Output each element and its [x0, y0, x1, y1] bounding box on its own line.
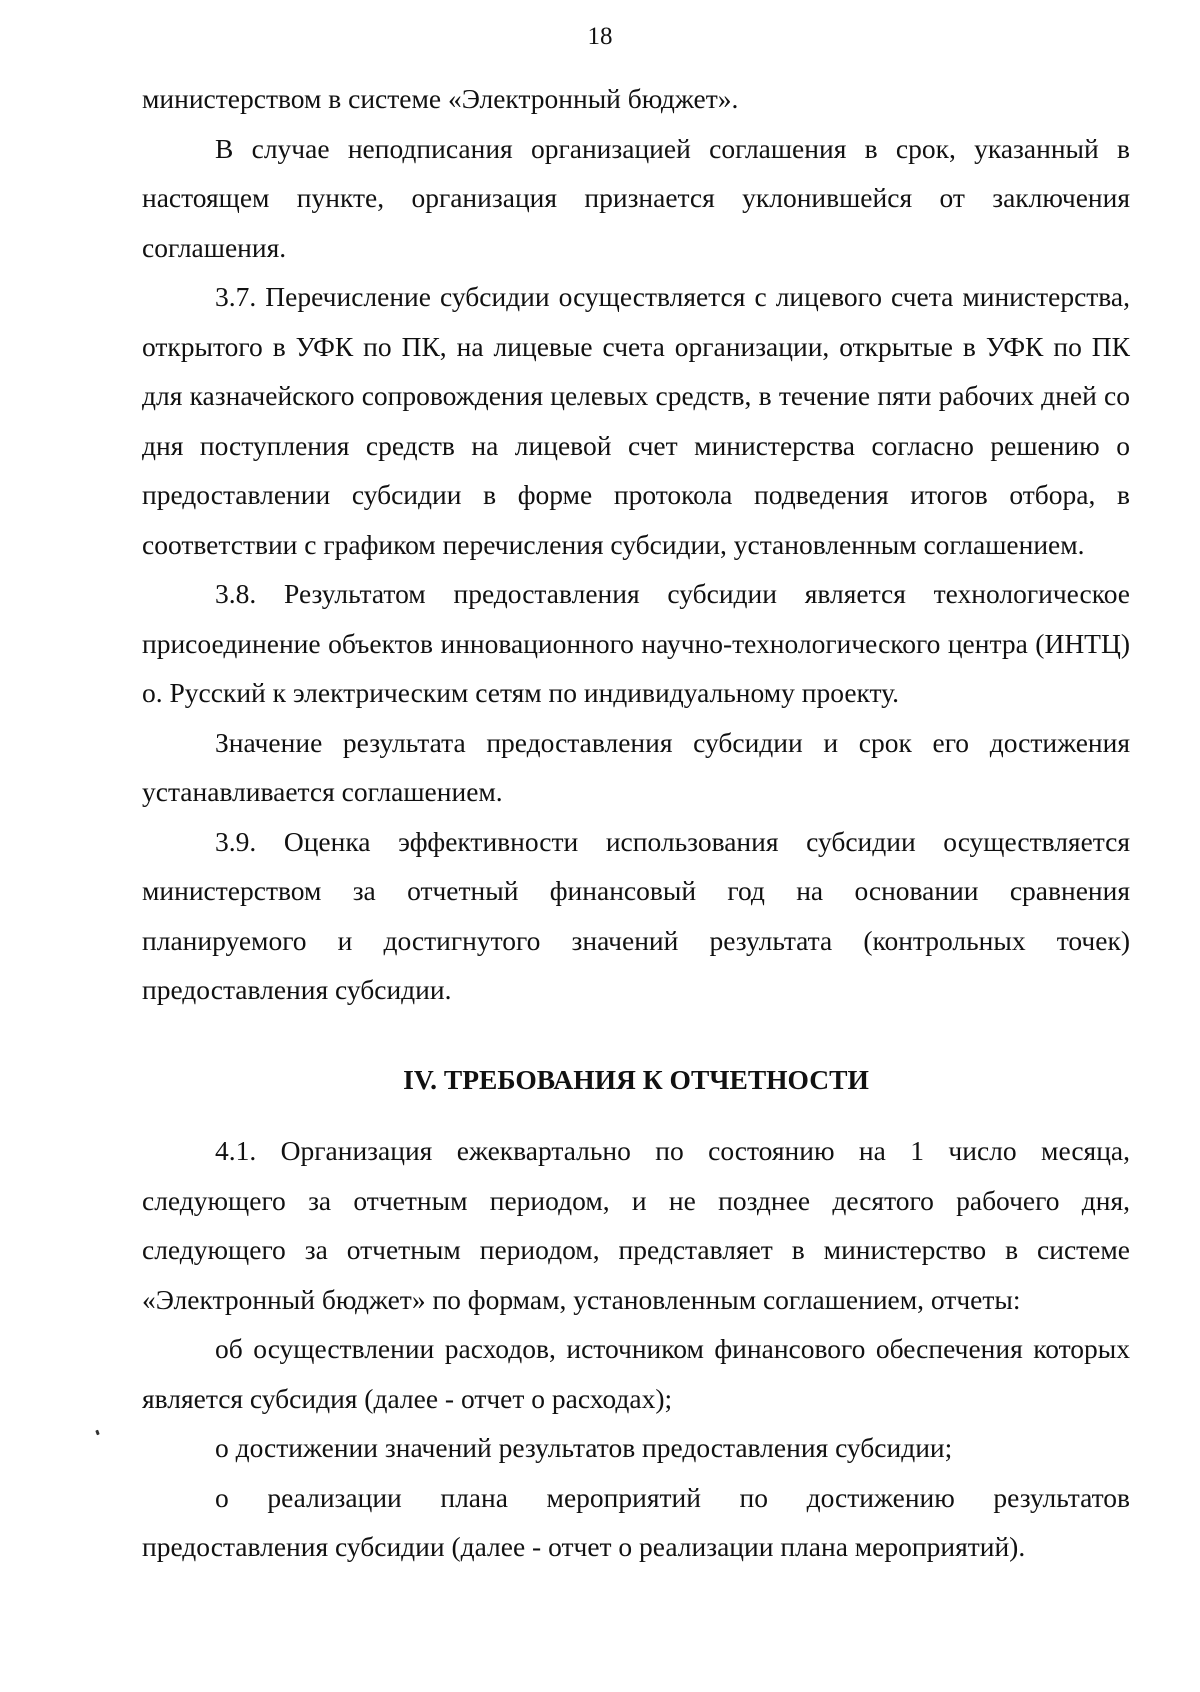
- list-item-plan-report: о реализации плана мероприятий по достижению результатов предоставления субсидии (далее - отчет о реализации плана мероприятий).: [142, 1481, 1130, 1562]
- paragraph-continuation: министерством в системе «Электронный бюджет».: [142, 83, 739, 114]
- paragraph-3-8: 3.8. Результатом предоставления субсидии является технологическое присоединение объектов инновационного научно-технологического центра (ИНТЦ) о. Русский к электрическим сетям по индивидуальному проекту.: [142, 578, 1130, 708]
- section-heading: IV. ТРЕБОВАНИЯ К ОТЧЕТНОСТИ: [403, 1063, 869, 1095]
- scan-speck: [95, 1430, 100, 1436]
- page-number: 18: [587, 23, 613, 50]
- paragraph-unsigned-agreement: В случае неподписания организацией соглашения в срок, указанный в настоящем пункте, организация признается уклонившейся от заключения соглашения.: [142, 132, 1130, 263]
- list-item-expenses-report: об осуществлении расходов, источником финансового обеспечения которых является субсидия (далее - отчет о расходах);: [142, 1333, 1130, 1414]
- list-item-results-report: о достижении значений результатов предоставления субсидии;: [215, 1432, 953, 1463]
- document-body: [142, 74, 1130, 1572]
- paragraph-4-1: 4.1. Организация ежеквартально по состоянию на 1 число месяца, следующего за отчетным периодом, и не позднее десятого рабочего дня, следующего за отчетным периодом, представляет в министерство в системе «Электронный бюджет» по формам, установленным соглашением, отчеты:: [142, 1135, 1130, 1315]
- paragraph-result-value: Значение результата предоставления субсидии и срок его достижения устанавливается соглашением.: [142, 726, 1130, 807]
- paragraph-3-7: 3.7. Перечисление субсидии осуществляется с лицевого счета министерства, открытого в УФК по ПК, на лицевые счета организации, открытые в УФК по ПК для казначейского сопровождения целевых средств, в течение пяти рабочих дней со дня поступления средств на лицевой счет министерства согласно решению о предоставлении субсидии в форме протокола подведения итогов отбора, в соответствии с графиком перечисления субсидии, установленным соглашением.: [142, 281, 1130, 560]
- paragraph-3-9: 3.9. Оценка эффективности использования субсидии осуществляется министерством за отчетный финансовый год на основании сравнения планируемого и достигнутого значений результата (контрольных точек) предоставления субсидии.: [142, 825, 1130, 1005]
